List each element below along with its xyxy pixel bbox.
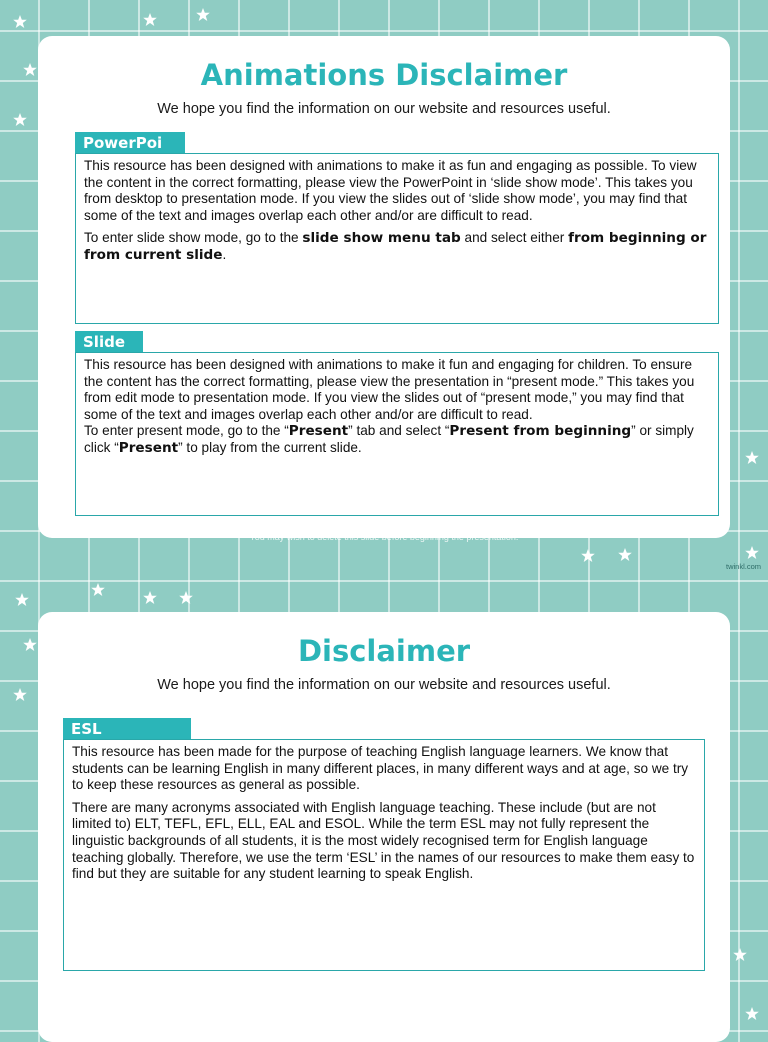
twinkl-logo: twinkl.com (726, 562, 762, 571)
subtitle: We hope you find the information on our website and resources useful. (157, 677, 611, 693)
star-icon (745, 546, 759, 559)
star-icon (23, 63, 37, 76)
tab-slides: Slide (75, 331, 143, 353)
slides-paragraph-2: To enter present mode, go to the “Present” tab and select “Present from beginning” or simply click “Present” to play from the current slide. (84, 423, 694, 456)
esl-info-box (63, 739, 705, 971)
star-icon (23, 638, 37, 651)
slides-info-box (75, 352, 719, 516)
star-icon (143, 591, 157, 604)
star-icon (618, 548, 632, 561)
star-icon (179, 591, 193, 604)
star-icon (733, 948, 747, 961)
powerpoint-info-box (75, 153, 719, 324)
powerpoint-paragraph-2: To enter slide show mode, go to the slide show menu tab and select either from beginning or from current slide. (84, 230, 707, 263)
star-icon (13, 688, 27, 701)
star-icon (581, 549, 595, 562)
page-title: Animations Disclaimer (200, 58, 568, 92)
slide-show-menu-tab-text: slide show menu tab (302, 230, 461, 247)
subtitle: We hope you find the information on our website and resources useful. (157, 101, 611, 117)
esl-paragraph-1: This resource has been made for the purpose of teaching English language learners. We know that students can be learning English in many different places, in many different ways and at age, so we try to keep these resources as general as possible. (72, 744, 689, 793)
from-beginning-text: from beginning or from current slide (84, 230, 707, 263)
star-icon (745, 1007, 759, 1020)
star-icon (91, 583, 105, 596)
star-icon (15, 593, 29, 606)
present-button-text: Present (118, 439, 179, 456)
tab-powerpoint: PowerPoi (75, 132, 185, 154)
animations-disclaimer-card (38, 36, 730, 538)
powerpoint-paragraph-1: This resource has been designed with animations to make it as fun and engaging as possible. To view the content in the correct formatting, please view the PowerPoint in ‘slide show mode’. This takes you from desktop to presentation mode. If you view the slides out of ‘slide show mode’, you may find that some of the text and images overlap each other and/or are difficult to read. (84, 158, 697, 223)
star-icon (196, 8, 210, 21)
delete-slide-note: You may wish to delete this slide before beginning the presentation. (249, 532, 519, 542)
present-from-beginning-text: Present from beginning (449, 423, 632, 440)
disclaimer-card (38, 612, 730, 1042)
star-icon (745, 451, 759, 464)
esl-paragraph-2: There are many acronyms associated with English language teaching. These include (but are not limited to) ELT, TEFL, EFL, ELL, EAL and ESOL. While the term ESL may not fully represent the linguistic backgrounds of all students, it is the most widely recognised term for English language teaching globally. Therefore, we use the term ‘ESL’ in the names of our resources to make them easy to find but they are suitable for any student learning to speak English. (72, 799, 695, 882)
star-icon (13, 113, 27, 126)
present-tab-text: Present (288, 423, 349, 440)
star-icon (13, 15, 27, 28)
star-icon (143, 13, 157, 26)
slides-paragraph-1: This resource has been designed with animations to make it fun and engaging for children. To ensure the content has the correct formatting, please view the presentation in “present mode.” This takes you from edit mode to presentation mode. If you view the slides out of “present mode,” you may find that some of the text and images overlap each other and/or are difficult to read. (84, 357, 695, 422)
tab-esl: ESL (63, 718, 191, 740)
page-title: Disclaimer (297, 634, 471, 668)
